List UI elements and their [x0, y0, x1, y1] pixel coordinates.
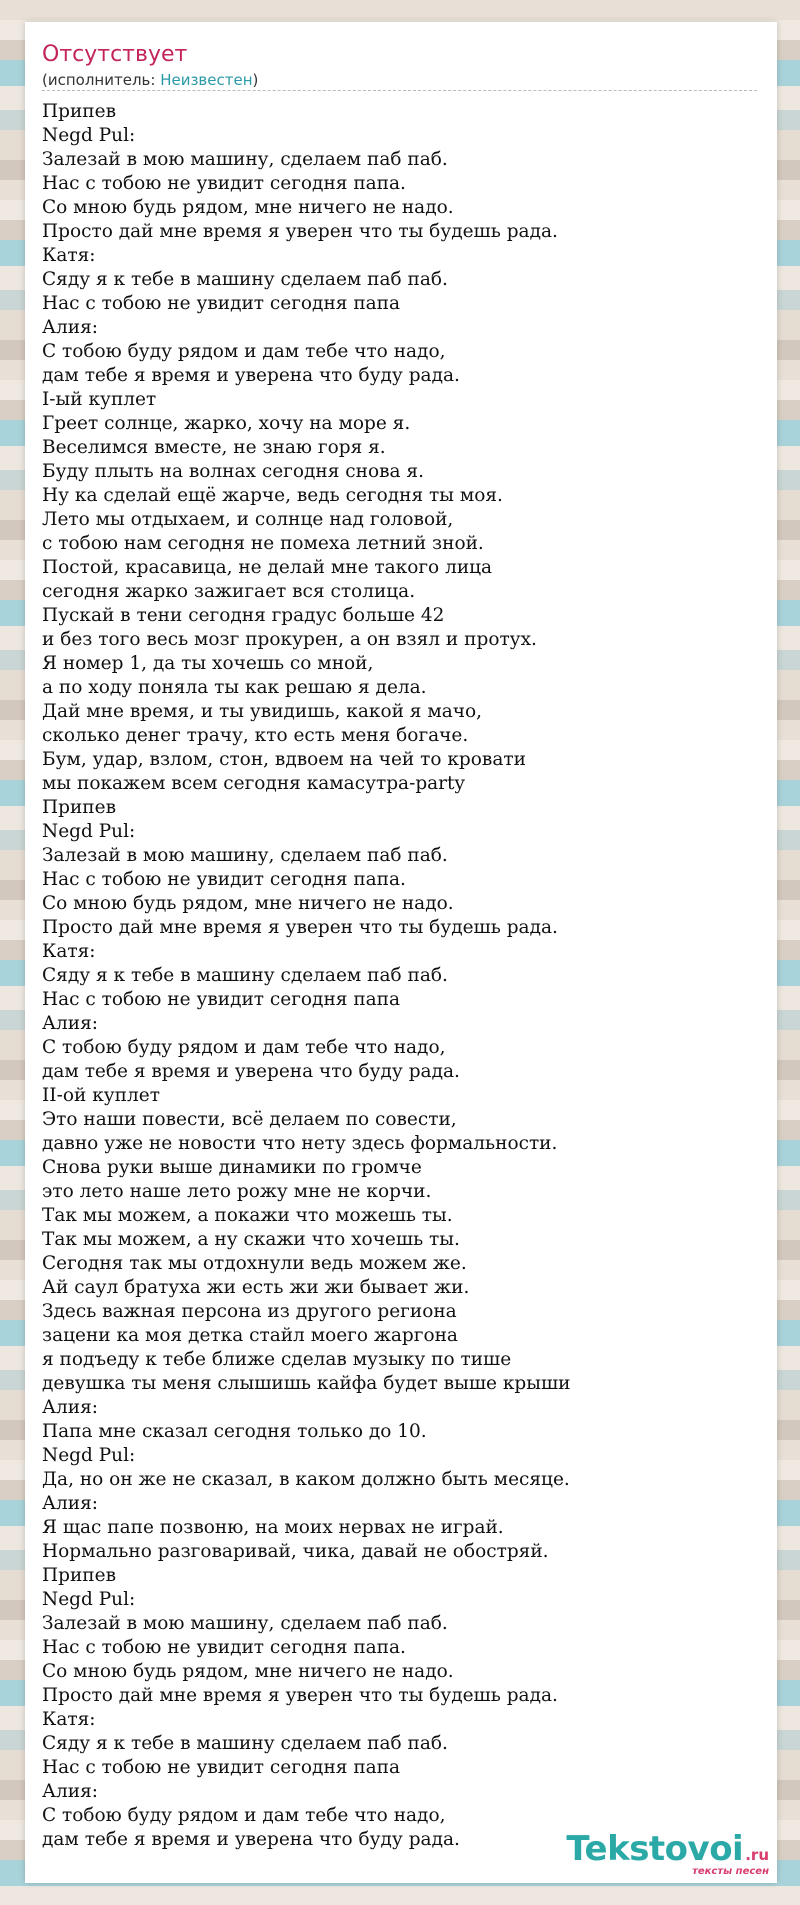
lyric-line: зацени ка моя детка стайл моего жаргона: [42, 1325, 458, 1346]
lyric-line: Залезай в мою машину, сделаем паб паб.: [42, 845, 448, 866]
lyric-line: Я щас папе позвоню, на моих нервах не играй.: [42, 1517, 504, 1538]
lyric-line: Negd Pul:: [42, 125, 136, 146]
lyric-line: Сегодня так мы отдохнули ведь можем же.: [42, 1253, 467, 1274]
lyric-line: Просто дай мне время я уверен что ты будешь рада.: [42, 917, 558, 938]
lyric-line: Нас с тобою не увидит сегодня папа: [42, 293, 401, 314]
lyric-line: Ай саул братуха жи есть жи жи бывает жи.: [42, 1277, 470, 1298]
lyric-line: дам тебе я время и уверена что буду рада.: [42, 1829, 460, 1850]
lyric-line: Припев: [42, 797, 116, 818]
lyric-line: Припев: [42, 101, 116, 122]
lyric-line: II-ой куплет: [42, 1085, 160, 1106]
lyric-line: это лето наше лето рожу мне не корчи.: [42, 1181, 432, 1202]
lyric-line: Буду плыть на волнах сегодня снова я.: [42, 461, 424, 482]
lyric-line: Negd Pul:: [42, 1589, 136, 1610]
lyric-line: Веселимся вместе, не знаю горя я.: [42, 437, 386, 458]
lyric-line: Алия:: [42, 1397, 98, 1418]
lyric-line: Дай мне время, и ты увидишь, какой я мачо,: [42, 701, 483, 722]
lyric-line: Алия:: [42, 317, 98, 338]
lyric-line: Бум, удар, взлом, стон, вдвоем на чей то кровати: [42, 749, 526, 770]
lyric-line: Нас с тобою не увидит сегодня папа: [42, 1757, 401, 1778]
lyric-line: Пускай в тени сегодня градус больше 42: [42, 605, 445, 626]
lyric-line: Сяду я к тебе в машину сделаем паб паб.: [42, 965, 448, 986]
artist-suffix: ): [252, 71, 259, 89]
lyric-line: Сяду я к тебе в машину сделаем паб паб.: [42, 1733, 448, 1754]
lyric-line: Алия:: [42, 1493, 98, 1514]
lyric-line: Припев: [42, 1565, 116, 1586]
song-title: Отсутствует: [42, 42, 188, 67]
lyric-line: С тобою буду рядом и дам тебе что надо,: [42, 1805, 446, 1826]
lyric-line: С тобою буду рядом и дам тебе что надо,: [42, 1037, 446, 1058]
lyric-line: Нас с тобою не увидит сегодня папа: [42, 989, 401, 1010]
artist-link[interactable]: Неизвестен: [160, 71, 253, 89]
lyric-line: Просто дай мне время я уверен что ты будешь рада.: [42, 221, 558, 242]
lyric-line: Так мы можем, а ну скажи что хочешь ты.: [42, 1229, 460, 1250]
lyrics-card: [25, 22, 777, 1883]
logo-wordmark: Tekstovoi: [566, 1829, 744, 1869]
lyric-line: Negd Pul:: [42, 821, 136, 842]
lyric-line: Катя:: [42, 1709, 96, 1730]
lyric-line: Залезай в мою машину, сделаем паб паб.: [42, 149, 448, 170]
lyric-line: я подъеду к тебе ближе сделав музыку по тише: [42, 1349, 512, 1370]
lyric-line: С тобою буду рядом и дам тебе что надо,: [42, 341, 446, 362]
lyric-line: Нас с тобою не увидит сегодня папа.: [42, 869, 406, 890]
lyric-line: I-ый куплет: [42, 389, 157, 410]
lyric-line: Постой, красавица, не делай мне такого лица: [42, 557, 493, 578]
lyric-line: дам тебе я время и уверена что буду рада.: [42, 1061, 460, 1082]
lyric-line: Нас с тобою не увидит сегодня папа.: [42, 173, 406, 194]
lyric-line: Снова руки выше динамики по громче: [42, 1157, 422, 1178]
logo-tld: .ru: [745, 1846, 769, 1864]
title-divider: [42, 90, 757, 91]
lyric-line: мы покажем всем сегодня камасутра-party: [42, 773, 465, 794]
lyric-line: с тобою нам сегодня не помеха летний зной.: [42, 533, 484, 554]
lyric-line: дам тебе я время и уверена что буду рада.: [42, 365, 460, 386]
lyric-line: Алия:: [42, 1013, 98, 1034]
lyric-line: Папа мне сказал сегодня только до 10.: [42, 1421, 427, 1442]
lyric-line: Да, но он же не сказал, в каком должно быть месяце.: [42, 1469, 570, 1490]
lyric-line: Здесь важная персона из другого региона: [42, 1301, 457, 1322]
lyric-line: Нормально разговаривай, чика, давай не обостряй.: [42, 1541, 549, 1562]
lyric-line: Со мною будь рядом, мне ничего не надо.: [42, 197, 454, 218]
lyric-line: Сяду я к тебе в машину сделаем паб паб.: [42, 269, 448, 290]
logo-tagline: тексты песен: [692, 1866, 769, 1877]
lyric-line: и без того весь мозг прокурен, а он взял и протух.: [42, 629, 537, 650]
lyric-line: Залезай в мою машину, сделаем паб паб.: [42, 1613, 448, 1634]
lyric-line: давно уже не новости что нету здесь формальности.: [42, 1133, 558, 1154]
artist-prefix: (исполнитель:: [42, 71, 161, 89]
lyric-line: Со мною будь рядом, мне ничего не надо.: [42, 1661, 454, 1682]
lyric-line: Со мною будь рядом, мне ничего не надо.: [42, 893, 454, 914]
lyric-line: Нас с тобою не увидит сегодня папа.: [42, 1637, 406, 1658]
lyric-line: девушка ты меня слышишь кайфа будет выше крыши: [42, 1373, 571, 1394]
lyric-line: Греет солнце, жарко, хочу на море я.: [42, 413, 411, 434]
lyric-line: Алия:: [42, 1781, 98, 1802]
lyric-line: сколько денег трачу, кто есть меня богаче.: [42, 725, 469, 746]
lyric-line: Я номер 1, да ты хочешь со мной,: [42, 653, 374, 674]
lyric-line: Negd Pul:: [42, 1445, 136, 1466]
lyric-line: Это наши повести, всё делаем по совести,: [42, 1109, 457, 1130]
artist-line: [42, 71, 258, 89]
site-logo[interactable]: [566, 1829, 769, 1877]
lyric-line: сегодня жарко зажигает вся столица.: [42, 581, 416, 602]
lyric-line: Лето мы отдыхаем, и солнце над головой,: [42, 509, 454, 530]
lyrics-text: [42, 100, 762, 1852]
lyric-line: а по ходу поняла ты как решаю я дела.: [42, 677, 427, 698]
lyric-line: Катя:: [42, 941, 96, 962]
lyric-line: Так мы можем, а покажи что можешь ты.: [42, 1205, 453, 1226]
lyric-line: Ну ка сделай ещё жарче, ведь сегодня ты моя.: [42, 485, 503, 506]
lyric-line: Просто дай мне время я уверен что ты будешь рада.: [42, 1685, 558, 1706]
lyric-line: Катя:: [42, 245, 96, 266]
